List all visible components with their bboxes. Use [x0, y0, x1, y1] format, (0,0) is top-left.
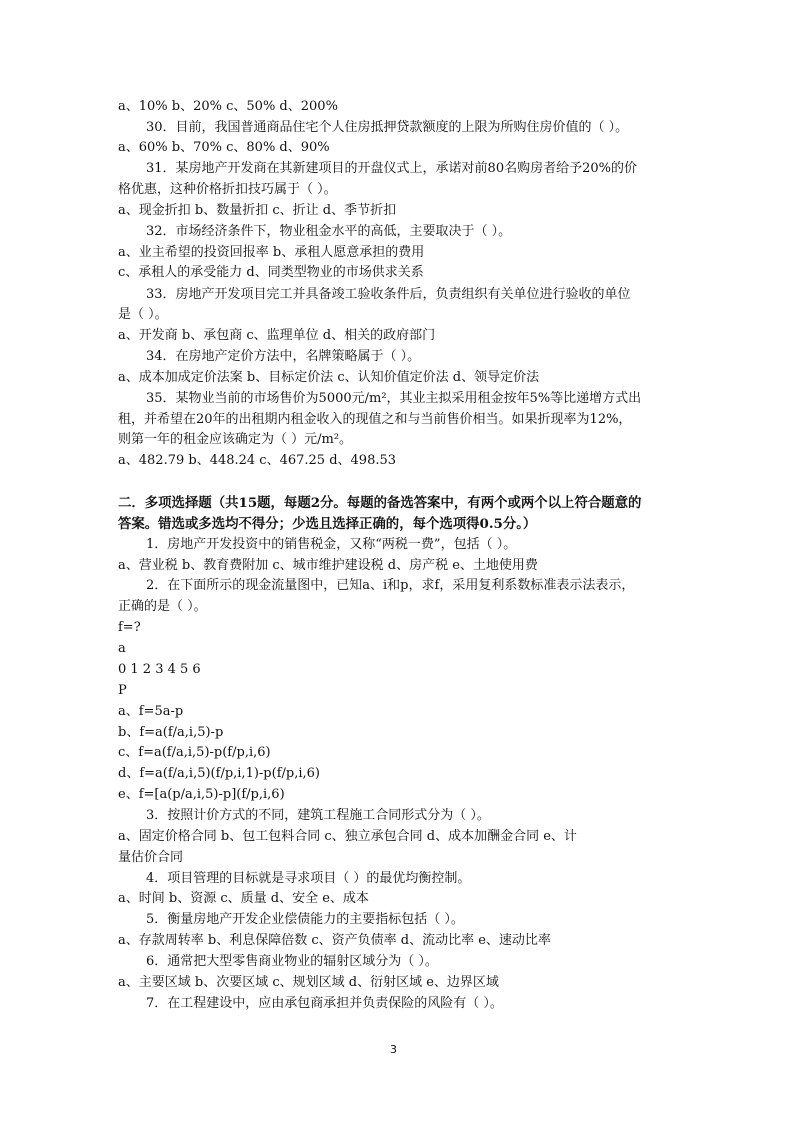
m2-question-cont: 正确的是（ ）。 [118, 599, 207, 614]
m5-options: a、存款周转率 b、利息保障倍数 c、资产负债率 d、流动比率 e、速动比率 [118, 933, 551, 948]
q34-options: a、成本加成定价法案 b、目标定价法 c、认知价值定价法 d、领导定价法 [118, 370, 540, 385]
cashflow-p: P [118, 683, 127, 698]
m4-question: 4．项目管理的目标就是寻求项目（ ）的最优均衡控制。 [146, 871, 471, 886]
m1-question: 1．房地产开发投资中的销售税金，又称“两税一费”，包括（ ）。 [146, 537, 517, 552]
page-number: 3 [390, 1043, 397, 1056]
m6-options: a、主要区域 b、次要区域 c、规划区域 d、衍射区域 e、边界区域 [118, 975, 499, 990]
cashflow-f: f=? [118, 620, 141, 635]
q32-question: 32．市场经济条件下，物业租金水平的高低，主要取决于（ ）。 [146, 224, 512, 239]
q33-question-cont: 是（ ）。 [118, 307, 168, 322]
q30-options: a、60% b、70% c、80% d、90% [118, 140, 330, 155]
q33-options: a、开发商 b、承包商 c、监理单位 d、相关的政府部门 [118, 328, 436, 343]
q30-question: 30．目前，我国普通商品住宅个人住房抵押贷款额度的上限为所购住房价值的（ ）。 [146, 120, 629, 135]
q35-question: 35．某物业当前的市场售价为5000元/m²，其业主拟采用租金按年5%等比递增方式出 [146, 391, 642, 406]
m6-question: 6．通常把大型零售商业物业的辐射区域分为（ ）。 [146, 954, 438, 969]
m4-options: a、时间 b、资源 c、质量 d、安全 e、成本 [118, 891, 369, 906]
m3-options-cont: 量估价合同 [118, 850, 184, 865]
m2-option-c: c、f=a(f/a,i,5)-p(f/p,i,6) [118, 745, 271, 760]
m2-option-e: e、f=[a(p/a,i,5)-p](f/p,i,6) [118, 787, 285, 802]
q34-question: 34．在房地产定价方法中，名牌策略属于（ ）。 [146, 349, 421, 364]
q35-question-cont-2: 则第一年的租金应该确定为（ ）元/m²。 [118, 432, 353, 447]
cashflow-periods: 0 1 2 3 4 5 6 [118, 662, 201, 677]
m7-question: 7．在工程建设中，应由承包商承担并负责保险的风险有（ ）。 [146, 996, 503, 1011]
q31-question-cont: 格优惠，这种价格折扣技巧属于（ ）。 [118, 182, 337, 197]
m5-question: 5．衡量房地产开发企业偿债能力的主要指标包括（ ）。 [146, 912, 464, 927]
section-heading-cont: 答案。错选或多选均不得分；少选且选择正确的，每个选项得0.5分。） [118, 516, 537, 532]
section-heading: 二．多项选择题（共15题，每题2分。每题的备选答案中，有两个或两个以上符合题意的 [118, 495, 642, 511]
q35-options: a、482.79 b、448.24 c、467.25 d、498.53 [118, 453, 397, 468]
m2-question: 2．在下面所示的现金流量图中，已知a、i和p，求f，采用复利系数标准表示法表示， [146, 578, 635, 593]
m3-question: 3．按照计价方式的不同，建筑工程施工合同形式分为（ ）。 [146, 808, 490, 823]
m2-option-d: d、f=a(f/a,i,5)(f/p,i,1)-p(f/p,i,6) [118, 766, 320, 781]
q31-options: a、现金折扣 b、数量折扣 c、折让 d、季节折扣 [118, 203, 397, 218]
q32-options-1: a、业主希望的投资回报率 b、承租人愿意承担的费用 [118, 245, 425, 260]
m3-options: a、固定价格合同 b、包工包料合同 c、独立承包合同 d、成本加酬金合同 e、计 [118, 829, 577, 844]
q29-options: a、10% b、20% c、50% d、200% [118, 99, 338, 114]
q32-options-2: c、承租人的承受能力 d、同类型物业的市场供求关系 [118, 265, 424, 280]
q33-question: 33．房地产开发项目完工并具备竣工验收条件后，负责组织有关单位进行验收的单位 [146, 287, 631, 302]
q31-question: 31．某房地产开发商在其新建项目的开盘仪式上，承诺对前80名购房者给予20%的价 [146, 161, 637, 176]
m2-option-a: a、f=5a-p [118, 704, 184, 719]
m1-options: a、营业税 b、教育费附加 c、城市维护建设税 d、房产税 e、土地使用费 [118, 558, 538, 573]
cashflow-a: a [118, 641, 126, 656]
q35-question-cont-1: 租，并希望在20年的出租期内租金收入的现值之和与当前售价相当。如果折现率为12%， [118, 412, 632, 427]
m2-option-b: b、f=a(f/a,i,5)-p [118, 725, 224, 740]
